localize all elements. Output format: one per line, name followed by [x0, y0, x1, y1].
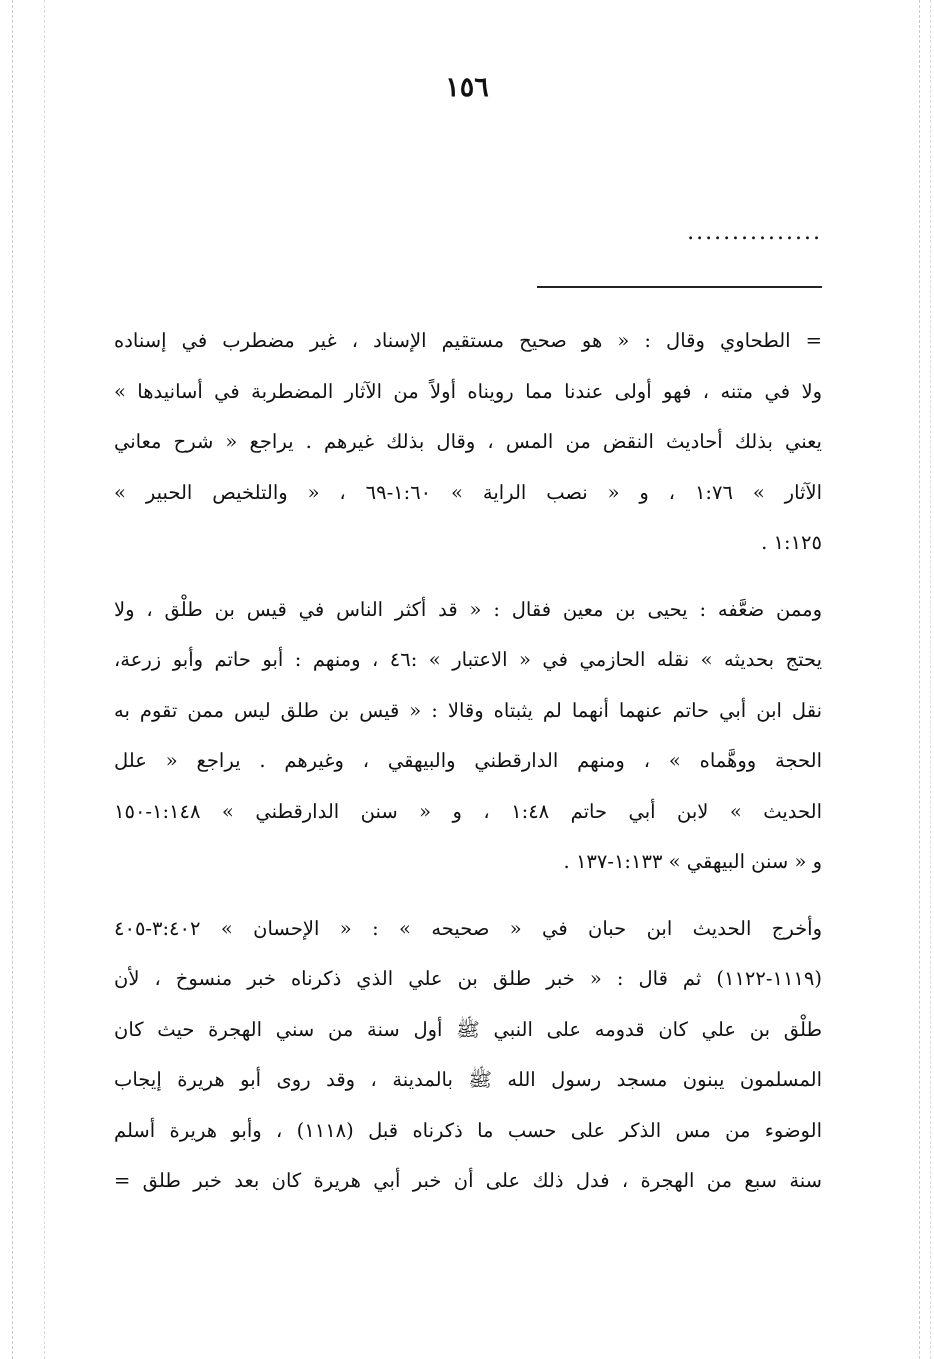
text-line: نقل ابن أبي حاتم عنهما أنهما لم يثبتاه وقالا : « قيس بن طلق ليس ممن تقوم به: [114, 698, 822, 722]
scan-edge-left-inner: [44, 0, 45, 1359]
paragraph-1: [114, 316, 822, 569]
text-line: المسلمون يبنون مسجد رسول الله ﷺ بالمدينة ، وقد روى أبو هريرة إيجاب: [114, 1068, 822, 1091]
page-number: ١٥٦: [445, 72, 489, 103]
scan-edge-right-outer: [930, 0, 931, 1359]
text-line: يحتج بحديثه » نقله الحازمي في « الاعتبار » :٤٦ ، ومنهم : أبو حاتم وأبو زرعة،: [114, 648, 822, 671]
paragraph-3: [114, 904, 822, 1207]
paragraph-2: [114, 585, 822, 888]
paragraph-gap: [114, 569, 822, 585]
footnote-separator-rule: [537, 286, 822, 288]
text-line: ١:١٢٥ .: [761, 531, 822, 554]
footnote-text: [114, 316, 822, 1207]
text-line: سنة سبع من الهجرة ، فدل ذلك على أن خبر أبي هريرة كان بعد خبر طلق =: [114, 1169, 822, 1192]
text-line: وأخرج الحديث ابن حبان في « صحيحه » : « الإحسان » ٣:٤٠٢-٤٠٥: [114, 916, 822, 940]
paragraph-gap: [114, 888, 822, 904]
text-line: الحديث » لابن أبي حاتم ١:٤٨ ، و « سنن الدارقطني » ١:١٤٨-١٥٠: [114, 799, 822, 823]
omission-dots: ...............: [687, 220, 822, 245]
scan-edge-left: [12, 0, 13, 1359]
text-line: الآثار » ١:٧٦ ، و « نصب الراية » ١:٦٠-٦٩ ، « والتلخيص الحبير »: [114, 480, 822, 504]
text-line: (١١١٩-١١٢٢) ثم قال : « خبر طلق بن علي الذي ذكرناه خبر منسوخ ، لأن: [114, 967, 822, 990]
text-line: يعني بذلك أحاديث النقض من المس ، وقال بذلك غيرهم . يراجع « شرح معاني: [114, 430, 822, 453]
text-line: ولا في متنه ، فهو أولى عندنا مما رويناه أولاً من الآثار المضطربة في أسانيدها »: [114, 379, 822, 403]
text-line: الحجة ووهَّماه » ، ومنهم الدارقطني والبيهقي ، وغيرهم . يراجع « علل: [114, 749, 822, 772]
text-line: طلْق بن علي كان قدومه على النبي ﷺ أول سنة من سني الهجرة حيث كان: [114, 1017, 822, 1041]
text-line: وممن ضعَّفه : يحيى بن معين فقال : « قد أكثر الناس في قيس بن طلْق ، ولا: [114, 597, 822, 621]
text-line: = الطحاوي وقال : « هو صحيح مستقيم الإسناد ، غير مضطرب في إسناده: [114, 329, 822, 352]
scan-edge-right: [919, 0, 920, 1359]
text-line: و « سنن البيهقي » ١:١٣٣-١٣٧ .: [563, 850, 822, 873]
text-line: الوضوء من مس الذكر على حسب ما ذكرناه قبل (١١١٨) ، وأبو هريرة أسلم: [114, 1118, 822, 1142]
